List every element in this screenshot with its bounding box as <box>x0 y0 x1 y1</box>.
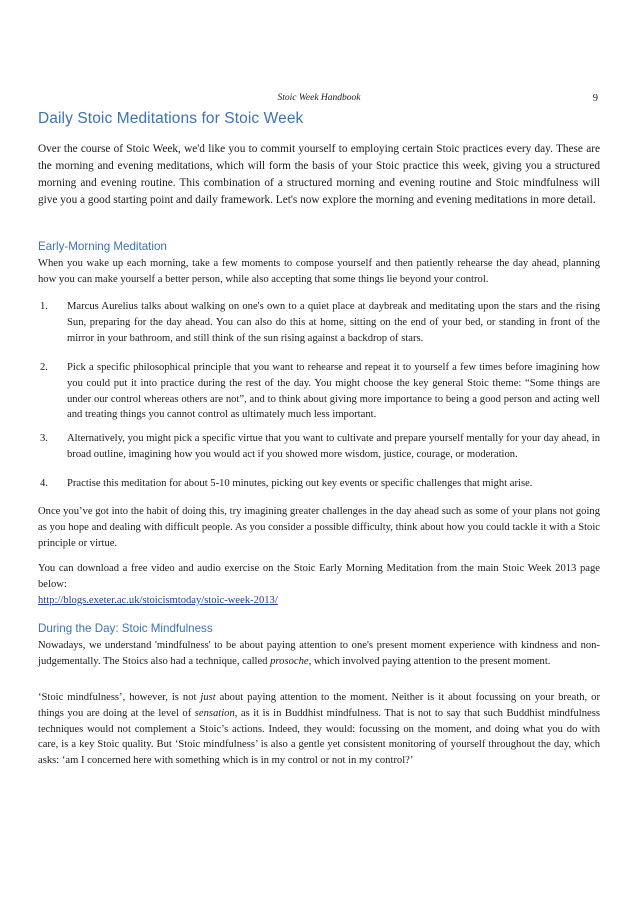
running-header <box>38 93 600 107</box>
mindfulness-paragraph-1 <box>38 638 600 670</box>
list-item <box>38 476 600 492</box>
list-text: Practise this meditation for about 5-10 minutes, picking out key events or specific challenges that might arise. <box>67 478 533 489</box>
page-title: Daily Stoic Meditations for Stoic Week <box>38 110 304 127</box>
list-number: 3. <box>40 433 48 444</box>
text-run: Nowadays, we understand 'mindfulness' to be about paying attention to one's present moment experience with kindness and non-judgementally. The Stoics also had a technique, called <box>38 640 600 667</box>
heading-early-morning: Early-Morning Meditation <box>38 240 167 253</box>
download-text: You can download a free video and audio exercise on the Stoic Early Morning Meditation from the main Stoic Week 2013 page below: <box>38 563 600 590</box>
term-prosoche: prosoche <box>270 655 309 667</box>
text-run: , as it is in Buddhist mindfulness. That is not to say that such Buddhist mindfulness techniques would not complement a Stoic’s actions. Indeed, they would: focussing on the moment, and doing what you do with care, is a key Stoic quality. But ‘Stoic mindfulness’ is also a gentle yet consistent monitoring of yourself throughout the day, which asks: ‘am I concerned here with something which is in my control or not in my control?’ <box>38 707 600 767</box>
list-number: 1. <box>40 301 48 312</box>
page-number: 9 <box>592 93 598 104</box>
list-item <box>38 360 600 423</box>
list-item <box>38 299 600 346</box>
running-title: Stoic Week Handbook <box>277 93 361 103</box>
list-number: 2. <box>40 362 48 373</box>
text-run: , which involved paying attention to the present moment. <box>308 655 551 667</box>
list-number: 4. <box>40 478 48 489</box>
morning-lead-paragraph: When you wake up each morning, take a few moments to compose yourself and then patiently rehearse the day ahead, planning how you can make yourself a better person, while also accepting that some things lie beyond your control. <box>38 258 600 285</box>
list-item <box>38 431 600 463</box>
mindfulness-paragraph-2 <box>38 690 600 769</box>
list-text: Alternatively, you might pick a specific virtue that you want to cultivate and prepare yourself mentally for your day ahead, in broad outline, imagining how you would act if you showed more wisdom, justice, courage, or moderation. <box>67 433 600 460</box>
download-paragraph <box>38 561 600 608</box>
list-text: Marcus Aurelius talks about walking on one's own to a quiet place at daybreak and meditating upon the stars and the rising Sun, preparing for the day ahead. You can also do this at home, sitting on the end of your bed, or standing in front of the mirror in your bathroom, and still think of the sun rising against a backdrop of stars. <box>67 301 600 344</box>
text-run: ‘Stoic mindfulness’, however, is not <box>38 692 201 703</box>
emphasis-sensation: sensation <box>194 707 235 719</box>
heading-stoic-mindfulness: During the Day: Stoic Mindfulness <box>38 622 213 635</box>
text-run: about paying attention to the moment. Neither is it about focussing on your breath, or things you are doing at the level of <box>38 692 600 719</box>
intro-paragraph: Over the course of Stoic Week, we'd like you to commit yourself to employing certain Stoic practices every day. These are the morning and evening meditations, which will form the basis of your Stoic practice this week, giving you a structured morning and evening routine. This combination of a structured morning and evening routine and Stoic mindfulness will give you a good starting point and daily framework. Let's now explore the morning and evening meditations in more detail. <box>38 143 600 207</box>
stoic-week-link[interactable]: http://blogs.exeter.ac.uk/stoicismtoday/stoic-week-2013/ <box>38 594 278 606</box>
list-text: Pick a specific philosophical principle that you want to rehearse and repeat it to yourself a few times before imagining how you could put it into practice during the rest of the day. You might choose the key general Stoic theme: “Some things are under our control whereas others are not”, and to think about giving more importance to being a good person and acting well and treating things you cannot control as ultimately much less important. <box>67 362 600 421</box>
emphasis-just: just <box>200 692 216 703</box>
followup-paragraph: Once you’ve got into the habit of doing this, try imagining greater challenges in the day ahead such as some of your plans not going as you hope and dealing with difficult people. As you consider a possible difficulty, think about how you could tackle it with a Stoic principle or virtue. <box>38 506 600 549</box>
